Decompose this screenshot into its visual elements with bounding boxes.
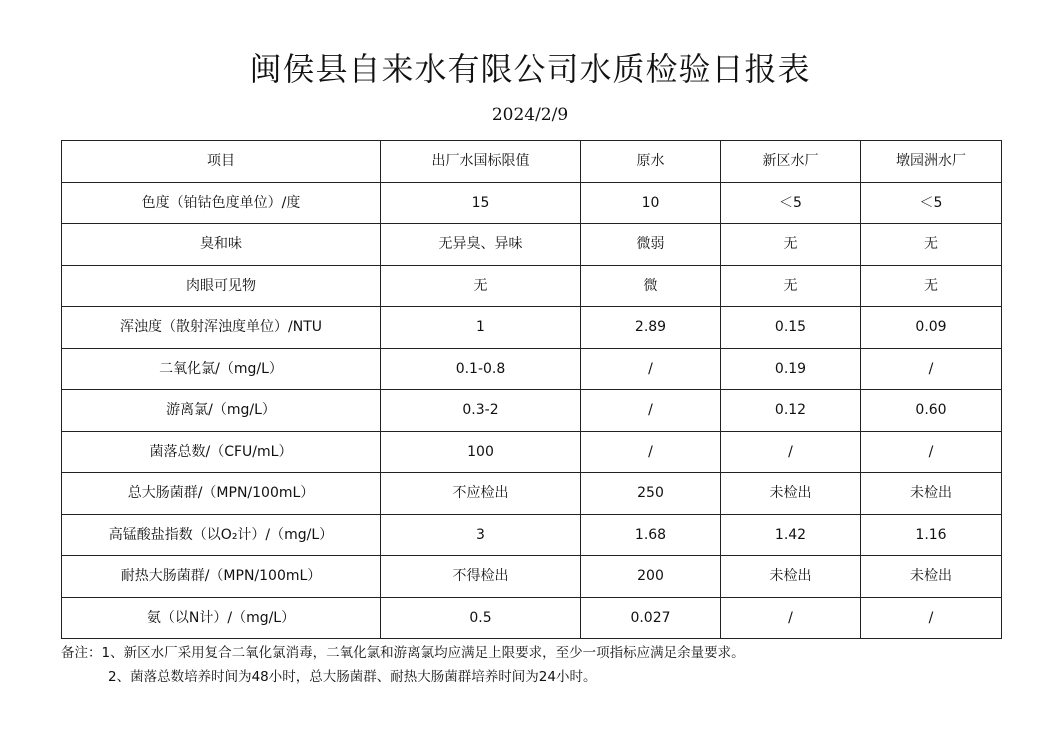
header-cell-raw-water: 原水 xyxy=(581,141,721,183)
dunyuanzhou-plant-cell: 未检出 xyxy=(861,473,1002,515)
item-name-cell: 耐热大肠菌群/（MPN/100mL） xyxy=(62,556,381,598)
standard-limit-cell: 0.1-0.8 xyxy=(381,348,581,390)
xinqu-plant-cell: 0.15 xyxy=(721,307,861,349)
note-line-2: 2、菌落总数培养时间为48小时，总大肠菌群、耐热大肠菌群培养时间为24小时。 xyxy=(108,669,597,685)
dunyuanzhou-plant-cell: 无 xyxy=(861,265,1002,307)
item-name-cell: 总大肠菌群/（MPN/100mL） xyxy=(62,473,381,515)
item-name-cell: 氨（以N计）/（mg/L） xyxy=(62,597,381,639)
standard-limit-cell: 无 xyxy=(381,265,581,307)
xinqu-plant-cell: / xyxy=(721,597,861,639)
header-cell-dunyuanzhou-plant: 墩园洲水厂 xyxy=(861,141,1002,183)
raw-water-cell: 2.89 xyxy=(581,307,721,349)
dunyuanzhou-plant-cell: 0.60 xyxy=(861,390,1002,432)
table-row xyxy=(62,224,1002,266)
standard-limit-cell: 1 xyxy=(381,307,581,349)
header-row xyxy=(62,141,1002,183)
dunyuanzhou-plant-cell: / xyxy=(861,348,1002,390)
xinqu-plant-cell: ＜5 xyxy=(721,182,861,224)
table-row xyxy=(62,348,1002,390)
item-name-cell: 二氧化氯/（mg/L） xyxy=(62,348,381,390)
notes xyxy=(61,641,745,689)
item-name-cell: 色度（铂钴色度单位）/度 xyxy=(62,182,381,224)
water-quality-table xyxy=(61,140,1002,639)
xinqu-plant-cell: 未检出 xyxy=(721,556,861,598)
standard-limit-cell: 0.5 xyxy=(381,597,581,639)
raw-water-cell: 微 xyxy=(581,265,721,307)
xinqu-plant-cell: / xyxy=(721,431,861,473)
xinqu-plant-cell: 0.12 xyxy=(721,390,861,432)
standard-limit-cell: 3 xyxy=(381,514,581,556)
header-cell-item: 项目 xyxy=(62,141,381,183)
raw-water-cell: 1.68 xyxy=(581,514,721,556)
dunyuanzhou-plant-cell: 0.09 xyxy=(861,307,1002,349)
table-row xyxy=(62,473,1002,515)
standard-limit-cell: 无异臭、异味 xyxy=(381,224,581,266)
header-cell-xinqu-plant: 新区水厂 xyxy=(721,141,861,183)
standard-limit-cell: 100 xyxy=(381,431,581,473)
dunyuanzhou-plant-cell: ＜5 xyxy=(861,182,1002,224)
table-row xyxy=(62,556,1002,598)
item-name-cell: 臭和味 xyxy=(62,224,381,266)
xinqu-plant-cell: 无 xyxy=(721,224,861,266)
xinqu-plant-cell: 未检出 xyxy=(721,473,861,515)
dunyuanzhou-plant-cell: / xyxy=(861,597,1002,639)
raw-water-cell: 250 xyxy=(581,473,721,515)
raw-water-cell: 微弱 xyxy=(581,224,721,266)
dunyuanzhou-plant-cell: 无 xyxy=(861,224,1002,266)
table-row xyxy=(62,597,1002,639)
table-row xyxy=(62,514,1002,556)
header-cell-standard-limit: 出厂水国标限值 xyxy=(381,141,581,183)
table-row xyxy=(62,390,1002,432)
standard-limit-cell: 0.3-2 xyxy=(381,390,581,432)
table-row xyxy=(62,431,1002,473)
standard-limit-cell: 15 xyxy=(381,182,581,224)
item-name-cell: 游离氯/（mg/L） xyxy=(62,390,381,432)
raw-water-cell: / xyxy=(581,390,721,432)
note-line-1: 备注：1、新区水厂采用复合二氧化氯消毒，二氧化氯和游离氯均应满足上限要求，至少一项指标应满足余量要求。 xyxy=(61,645,745,661)
raw-water-cell: 0.027 xyxy=(581,597,721,639)
item-name-cell: 菌落总数/（CFU/mL） xyxy=(62,431,381,473)
table-row xyxy=(62,307,1002,349)
raw-water-cell: 200 xyxy=(581,556,721,598)
report-date: 2024/2/9 xyxy=(491,105,569,125)
table-row xyxy=(62,265,1002,307)
item-name-cell: 浑浊度（散射浑浊度单位）/NTU xyxy=(62,307,381,349)
item-name-cell: 肉眼可见物 xyxy=(62,265,381,307)
xinqu-plant-cell: 1.42 xyxy=(721,514,861,556)
xinqu-plant-cell: 无 xyxy=(721,265,861,307)
raw-water-cell: / xyxy=(581,348,721,390)
dunyuanzhou-plant-cell: / xyxy=(861,431,1002,473)
table-row xyxy=(62,182,1002,224)
raw-water-cell: / xyxy=(581,431,721,473)
dunyuanzhou-plant-cell: 1.16 xyxy=(861,514,1002,556)
report-title: 闽侯县自来水有限公司水质检验日报表 xyxy=(249,50,811,88)
standard-limit-cell: 不得检出 xyxy=(381,556,581,598)
item-name-cell: 高锰酸盐指数（以O₂计）/（mg/L） xyxy=(62,514,381,556)
dunyuanzhou-plant-cell: 未检出 xyxy=(861,556,1002,598)
standard-limit-cell: 不应检出 xyxy=(381,473,581,515)
xinqu-plant-cell: 0.19 xyxy=(721,348,861,390)
raw-water-cell: 10 xyxy=(581,182,721,224)
